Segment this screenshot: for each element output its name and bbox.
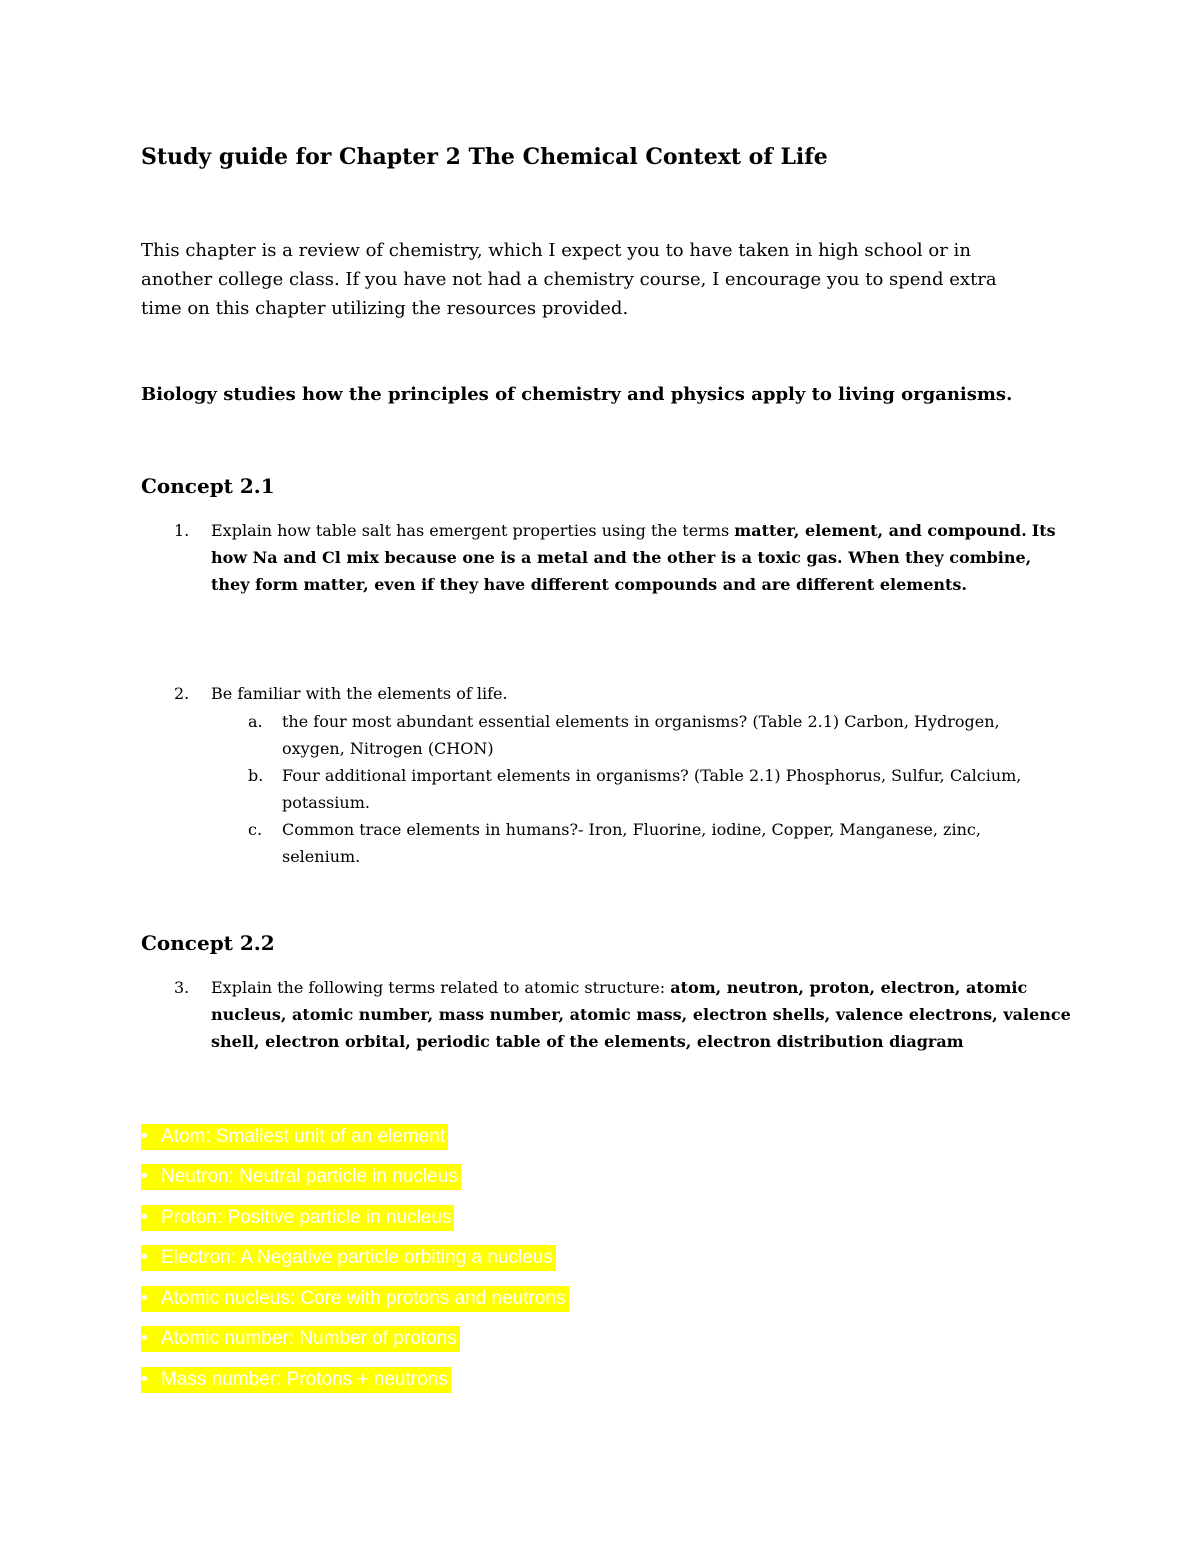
bullet-icon: •	[141, 1247, 148, 1268]
question-3-prompt: Explain the following terms related to atomic structure:	[211, 978, 666, 997]
question-1-terms: matter, element, and compound.	[734, 521, 1027, 540]
answer-text: Atomic number: Number of protons	[161, 1328, 457, 1349]
question-2-item-letter: c.	[248, 820, 263, 839]
question-3-terms: atom, neutron, proton, electron, atomic nucleus, atomic number, mass number, atomic mass, electron shells, valence electrons, valence shell, electron orbital, periodic table of the elements, electron distribution diagram	[211, 978, 1071, 1051]
bullet-icon: •	[141, 1328, 148, 1349]
answer-line	[141, 1245, 556, 1271]
question-2-item-b: Four additional important elements in organisms? (Table 2.1) Phosphorus, Sulfur, Calcium, potassium.	[282, 766, 1022, 812]
intro-paragraph: This chapter is a review of chemistry, which I expect you to have taken in high school or in another college class. If you have not had a chemistry course, I encourage you to spend extra time on this chapter utilizing the resources provided.	[141, 240, 997, 319]
answer-text: Atom: Smallest unit of an element	[161, 1126, 446, 1147]
document-title: Study guide for Chapter 2 The Chemical Context of Life	[141, 144, 828, 170]
question-1-answer: Its how Na and Cl mix because one is a metal and the other is a toxic gas. When they combine, they form matter, even if they have different compounds and are different elements.	[211, 521, 1056, 594]
answer-text: Proton: Positive particle in nucleus	[161, 1207, 452, 1228]
question-2-prompt: Be familiar with the elements of life.	[211, 684, 508, 703]
bullet-icon: •	[141, 1369, 148, 1390]
question-2-number: 2.	[174, 684, 190, 703]
key-statement: Biology studies how the principles of chemistry and physics apply to living organisms.	[141, 384, 1013, 405]
bullet-icon: •	[141, 1207, 148, 1228]
answer-line	[141, 1286, 569, 1312]
question-1-prompt: Explain how table salt has emergent properties using the terms	[211, 521, 730, 540]
question-1-number: 1.	[174, 521, 190, 540]
bullet-icon: •	[141, 1288, 148, 1309]
concept-2-1-heading: Concept 2.1	[141, 474, 275, 498]
answer-text: Electron: A Negative particle orbiting a nucleus	[161, 1247, 553, 1268]
question-1	[211, 517, 1071, 598]
question-3	[211, 974, 1071, 1055]
question-2-item-letter: a.	[248, 712, 263, 731]
question-3-number: 3.	[174, 978, 190, 997]
answer-line	[141, 1326, 460, 1352]
concept-2-2-heading: Concept 2.2	[141, 931, 275, 955]
bullet-icon: •	[141, 1126, 148, 1147]
question-2-item-c: Common trace elements in humans?- Iron, Fluorine, iodine, Copper, Manganese, zinc, selenium.	[282, 820, 981, 866]
answer-text: Neutron: Neutral particle in nucleus	[161, 1166, 458, 1187]
question-2-item-a: the four most abundant essential elements in organisms? (Table 2.1) Carbon, Hydrogen, oxygen, Nitrogen (CHON)	[282, 712, 1000, 758]
answer-line	[141, 1367, 451, 1393]
answer-line	[141, 1205, 454, 1231]
bullet-icon: •	[141, 1166, 148, 1187]
answer-text: Atomic nucleus: Core with protons and neutrons	[161, 1288, 566, 1309]
answer-line	[141, 1124, 448, 1150]
answer-text: Mass number: Protons + neutrons	[161, 1369, 448, 1390]
answer-line	[141, 1164, 461, 1190]
question-2-item-letter: b.	[248, 766, 264, 785]
